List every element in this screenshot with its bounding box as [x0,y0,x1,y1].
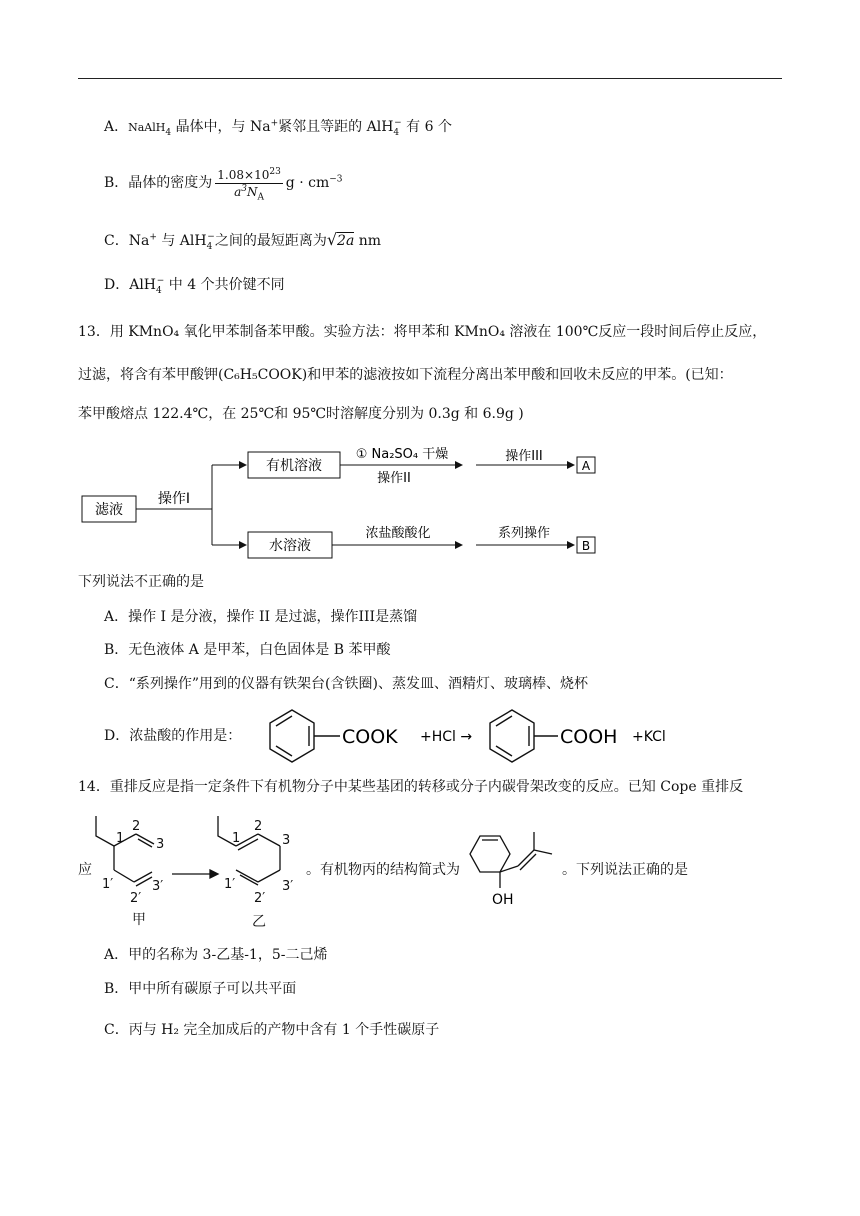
q14-option-b: B．甲中所有碳原子可以共平面 [104,981,297,997]
separation-flowchart [78,440,618,560]
q14-stem-mid: 。有机物丙的结构简式为 [306,862,460,878]
yi-num-2p: 2′ [254,891,266,906]
q13-question: 下列说法不正确的是 [78,574,204,590]
yi-num-3p: 3′ [282,879,294,894]
yi-num-1p: 1′ [224,877,236,892]
op2-label: 操作II [377,471,411,486]
yi-num-2: 2 [254,819,263,834]
oh-label: OH [492,892,514,908]
benzene-ring-right [490,710,558,762]
q13-option-d: D．浓盐酸的作用是： [104,728,242,744]
benzene-ring-left [270,710,340,762]
q12-option-d: D．AlH$_4$− 中 4 个共价键不同 [104,276,285,296]
op3-label: 操作III [505,449,543,464]
dry-step-label: ① Na₂SO₄ 干燥 [355,447,449,462]
q14-stem-line1: 14．重排反应是指一定条件下有机物分子中某些基团的转移或分子内碳骨架改变的反应。已知 Cope 重排反 [78,779,744,795]
series-op-label: 系列操作 [497,526,551,541]
q13-option-a: A．操作 I 是分液，操作 II 是过滤，操作III是蒸馏 [104,609,418,625]
header-rule [78,78,782,79]
jia-num-3: 3 [156,837,165,852]
jia-num-2: 2 [132,819,141,834]
label-jia: 甲 [132,912,146,928]
jia-num-1: 1 [116,831,125,846]
kcl-label: +KCl [632,729,666,745]
q12-option-a: A．NaAlH$_4$ 晶体中，与 Na+紧邻且等距的 AlH$_4$− 有 6 个 [104,118,452,138]
yi-num-1: 1 [232,831,241,846]
acidify-label: 浓盐酸酸化 [365,526,431,541]
q14-stem-end: 。下列说法正确的是 [562,862,688,878]
q12-option-c: C．Na+ 与 AlH$_4$−之间的最短距离为√2a nm [104,230,382,252]
aqueous-label: 水溶液 [269,538,311,554]
yi-num-3: 3 [282,833,291,848]
benzoate-equation [262,706,682,766]
jia-num-2p: 2′ [130,891,142,906]
q14-option-c: C．丙与 H₂ 完全加成后的产物中含有 1 个手性碳原子 [104,1022,440,1038]
jia-num-1p: 1′ [102,877,114,892]
q13-stem-line1: 13．用 KMnO₄ 氧化甲苯制备苯甲酸。实验方法：将甲苯和 KMnO₄ 溶液在 100℃反应一段时间后停止反应， [78,324,767,340]
q14-option-a: A．甲的名称为 3-乙基-1，5-二己烯 [104,947,328,963]
q13-stem-line3: 苯甲酸熔点 122.4℃，在 25℃和 95℃时溶解度分别为 0.3g 和 6.9g ) [78,406,524,422]
op1-label: 操作I [157,491,191,507]
cook-label: COOK [342,726,398,748]
density-fraction: $\frac{1.08\times 10^{23}}{a^3N_A}$ [217,166,281,202]
jia-num-3p: 3′ [152,879,164,894]
box-b-label: B [581,539,591,553]
compound-bing-structure [460,826,560,910]
label-yi: 乙 [252,914,266,930]
q12-option-b: B．晶体的密度为 $\frac{1.08\times 10^{23}}{a^3N_A}$ $g \cdot cm^{-3}$ [104,166,343,202]
box-a-label: A [581,459,591,473]
q13-option-c: C．“系列操作”用到的仪器有铁架台(含铁圈)、蒸发皿、酒精灯、玻璃棒、烧杯 [104,676,588,692]
cooh-label: COOH [560,726,618,748]
filtrate-label: 滤液 [95,502,123,518]
q14-stem-start: 应 [78,862,92,878]
hcl-label: +HCl → [420,729,473,745]
organic-label: 有机溶液 [266,458,322,474]
q13-stem-line2: 过滤，将含有苯甲酸钾(C₆H₅COOK)和甲苯的滤液按如下流程分离出苯甲酸和回收未反应的甲苯。(已知： [78,367,733,383]
q13-option-b: B．无色液体 A 是甲苯，白色固体是 B 苯甲酸 [104,642,391,658]
cope-rearrangement-scheme [92,812,302,932]
